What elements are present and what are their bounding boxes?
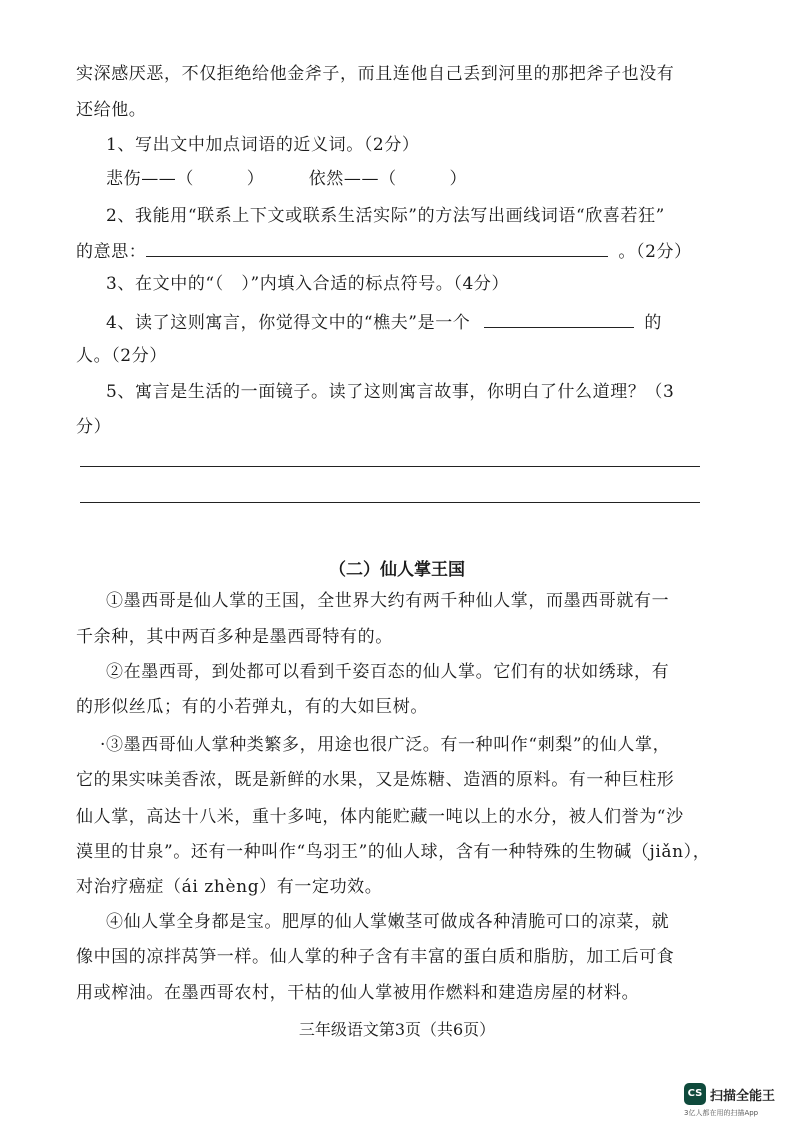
question-5-cont: 分）: [76, 417, 112, 437]
passage-line: ·③墨西哥仙人掌种类繁多，用途也很广泛。有一种叫作“刺梨”的仙人掌，: [100, 735, 671, 755]
watermark-tagline: 3亿人都在用的扫描App: [684, 1109, 759, 1117]
watermark-name: 扫描全能王: [710, 1089, 776, 1104]
page-footer: 三年级语文第3页（共6页）: [298, 1020, 496, 1039]
text-line: 实深感厌恶，不仅拒绝给他金斧子，而且连他自己丢到河里的那把斧子也没有: [76, 64, 675, 84]
passage-line: 用或榨油。在墨西哥农村，干枯的仙人掌被用作燃料和建造房屋的材料。: [76, 983, 640, 1003]
text-line: 还给他。: [76, 100, 147, 120]
question-4: [106, 311, 662, 334]
question-5: 5、寓言是生活的一面镜子。读了这则寓言故事，你明白了什么道理？（3: [106, 382, 675, 402]
passage-line: 仙人掌，高达十八米，重十多吨，体内能贮藏一吨以上的水分，被人们誉为“沙: [76, 807, 684, 827]
passage-line: 像中国的凉拌莴笋一样。仙人掌的种子含有丰富的蛋白质和脂肪，加工后可食: [76, 947, 675, 967]
passage-line: ④仙人掌全身都是宝。肥厚的仙人掌嫩茎可做成各种清脆可口的凉菜，就: [106, 912, 670, 932]
question-4-cont: 人。（2分）: [76, 346, 167, 366]
camscanner-logo-icon: CS: [684, 1083, 706, 1105]
passage-line: 对治疗癌症（ái zhèng）有一定功效。: [76, 877, 383, 897]
scanner-watermark: [684, 1083, 788, 1119]
question-4-suffix: 的: [644, 313, 663, 333]
question-3: 3、在文中的“（ ）”内填入合适的标点符号。（4分）: [106, 274, 510, 294]
passage-line: ②在墨西哥，到处都可以看到千姿百态的仙人掌。它们有的状如绣球，有: [106, 662, 670, 682]
answer-blank[interactable]: [484, 311, 634, 328]
question-1: 1、写出文中加点词语的近义词。（2分）: [106, 135, 420, 155]
section-title: （二）仙人掌王国: [329, 560, 465, 580]
question-2-score: 。（2分）: [618, 242, 692, 262]
question-1-answers: 悲伤——（ ） 依然——（ ）: [106, 169, 468, 189]
answer-line[interactable]: [80, 466, 700, 467]
answer-line[interactable]: [80, 502, 700, 503]
question-2-cont: [76, 240, 692, 263]
passage-line: ①墨西哥是仙人掌的王国，全世界大约有两千种仙人掌，而墨西哥就有一: [106, 591, 670, 611]
answer-blank[interactable]: [146, 240, 608, 257]
question-4-text: 4、读了这则寓言，你觉得文中的“樵夫”是一个: [106, 313, 471, 333]
question-2-label: 的意思：: [76, 242, 147, 262]
passage-line: 千余种，其中两百多种是墨西哥特有的。: [76, 627, 393, 647]
passage-line: 它的果实味美香浓，既是新鲜的水果，又是炼糖、造酒的原料。有一种巨柱形: [76, 770, 675, 790]
passage-line: 的形似丝瓜；有的小若弹丸，有的大如巨树。: [76, 697, 428, 717]
question-2: 2、我能用“联系上下文或联系生活实际”的方法写出画线词语“欣喜若狂”: [106, 206, 665, 226]
passage-line: 漠里的甘泉”。还有一种叫作“鸟羽王”的仙人球，含有一种特殊的生物碱（jiǎn），: [76, 842, 711, 862]
